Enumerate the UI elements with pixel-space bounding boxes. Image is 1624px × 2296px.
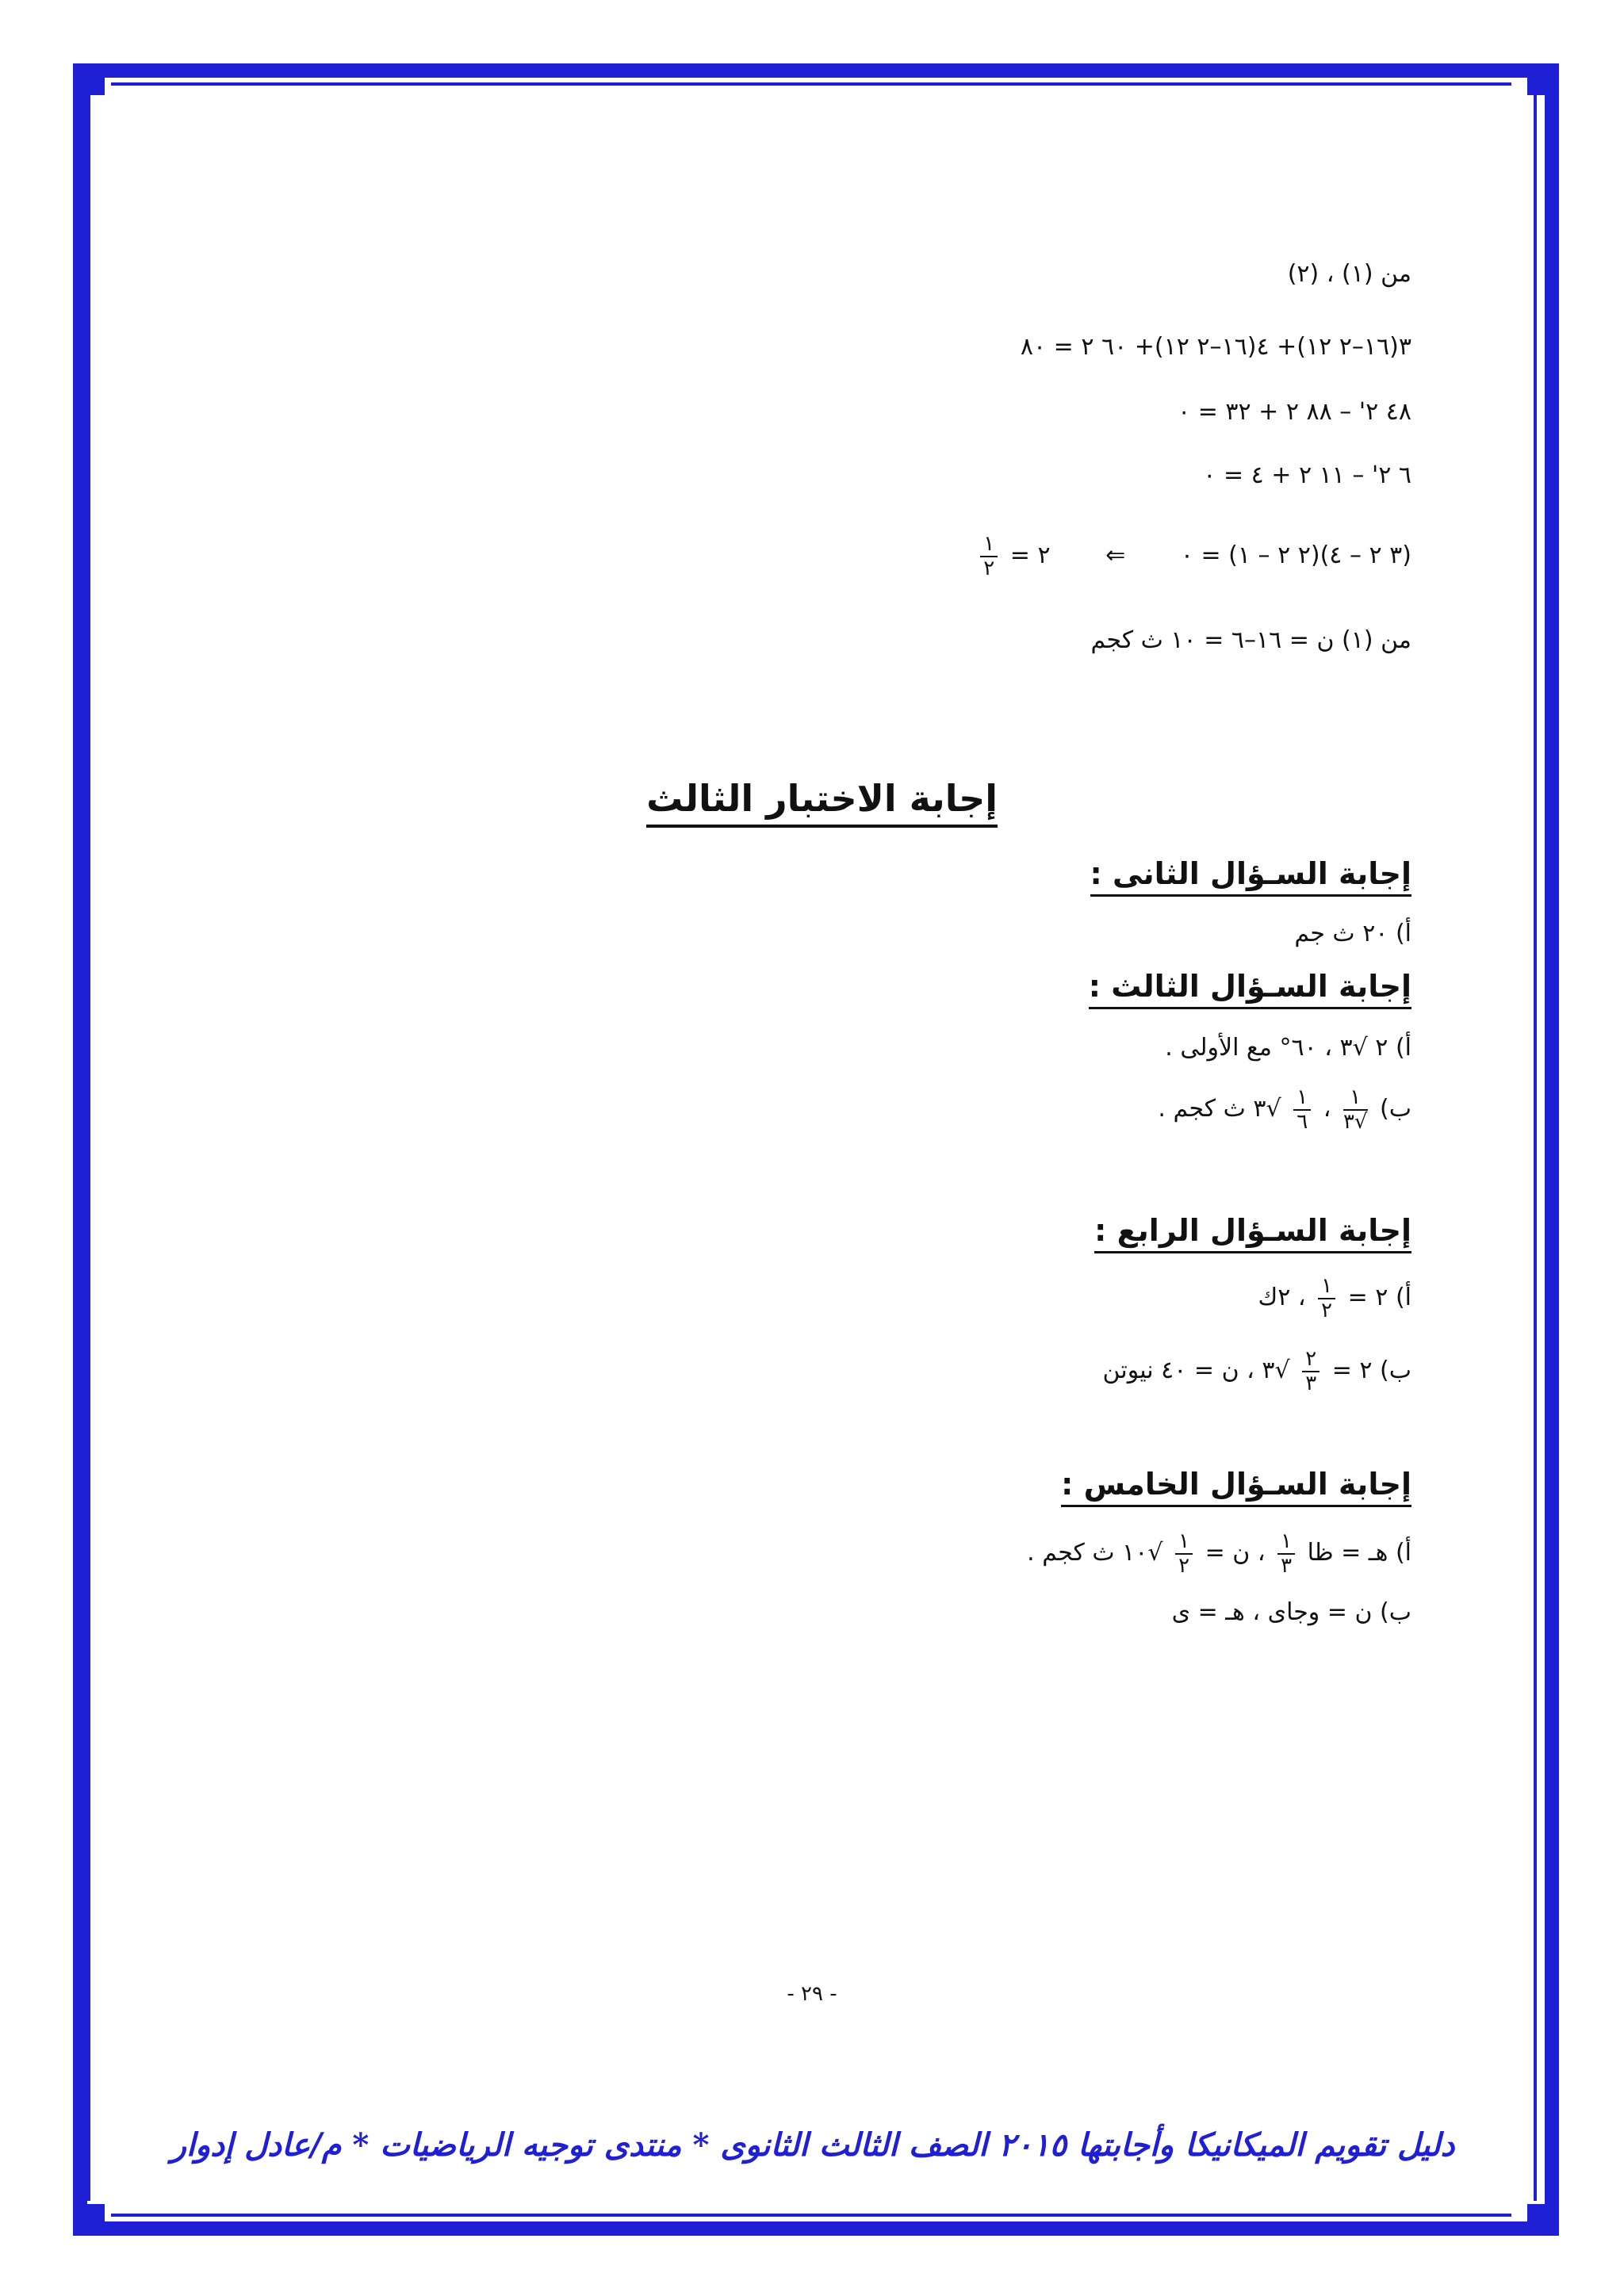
q4-answer-a (1258, 1275, 1411, 1322)
q5-answer-a (1027, 1530, 1411, 1577)
q4-b-prefix: ب) ٢ = (1331, 1357, 1411, 1385)
border-line-top (111, 82, 1511, 86)
fraction-one-half: $\frac{١}{٢}$ (980, 533, 998, 580)
q3-b-suffix: √٣ ث كجم . (1158, 1095, 1281, 1123)
q5-title: إجابة السـؤال الخامس : (1061, 1467, 1411, 1507)
solution-line-6: من (١) ن = ١٦–٦ = ١٠ ث كجم (1090, 626, 1411, 654)
border-corner-bottom-right (1527, 2204, 1559, 2236)
q3-answer-b (1158, 1086, 1411, 1133)
solution-line-2: ٣(١٦–٢ ١٢)+ ٤(١٦–٢ ١٢)+ ٦٠ ٢ = ٨٠ (1020, 333, 1411, 361)
implies-arrow: ⇐ (1105, 541, 1126, 570)
q3-title: إجابة السـؤال الثالث : (1089, 969, 1411, 1009)
page-border-outer (73, 63, 1559, 2236)
q5-a-fraction-1: $\frac{١}{٣}$ (1277, 1530, 1295, 1577)
border-line-right (1534, 95, 1537, 2201)
solution-line-5-right: ٢ = (1009, 541, 1051, 570)
q5-a-prefix: أ) هـ = ظا (1307, 1539, 1411, 1567)
solution-line-3: ٤٨ ٢' – ٨٨ ٢ + ٣٢ = ٠ (1178, 398, 1411, 426)
q3-b-fraction-2: $\frac{١}{٦}$ (1293, 1086, 1311, 1133)
q3-b-fraction-1: $\frac{١}{√٣}$ (1342, 1085, 1368, 1134)
border-corner-bottom-left (73, 2204, 105, 2236)
q5-a-suffix: √١٠ ث كجم . (1027, 1539, 1163, 1567)
q4-a-fraction: $\frac{١}{٢}$ (1318, 1275, 1335, 1322)
q5-a-mid: ، ن = (1205, 1539, 1266, 1567)
q3-answer-a: أ) ٢ √٣ ، ٦٠° مع الأولى . (1165, 1034, 1411, 1062)
q4-b-suffix: √٣ ، ن = ٤٠ نيوتن (1102, 1357, 1290, 1385)
border-corner-top-left (73, 63, 105, 95)
border-corner-top-right (1527, 63, 1559, 95)
page-number: - ٢٩ - (787, 1982, 837, 2006)
border-line-left (87, 95, 90, 2201)
q2-answer-a: أ) ٢٠ ث جم (1294, 920, 1411, 947)
q4-title: إجابة السـؤال الرابع : (1094, 1213, 1411, 1253)
q4-b-fraction: $\frac{٢}{٣}$ (1302, 1348, 1320, 1395)
q2-title: إجابة السـؤال الثانى : (1090, 856, 1411, 897)
q4-answer-b (1103, 1348, 1411, 1395)
q4-a-suffix: ، ٢ك (1258, 1284, 1306, 1312)
q3-b-label: ب) (1380, 1095, 1411, 1123)
solution-line-1: من (١) ، (٢) (1287, 260, 1411, 288)
q5-a-fraction-2: $\frac{١}{٢}$ (1175, 1530, 1193, 1577)
border-line-bottom (111, 2214, 1511, 2217)
q5-answer-b: ب) ن = وجاى ، هـ = ى (1171, 1598, 1411, 1626)
solution-line-4: ٦ ٢' – ١١ ٢ + ٤ = ٠ (1203, 461, 1411, 489)
q4-a-prefix: أ) ٢ = (1347, 1284, 1411, 1312)
main-title: إجابة الاختبار الثالث (646, 777, 998, 828)
solution-line-5 (975, 533, 1411, 580)
solution-line-5-left: (٣ ٢ – ٤)(٢ ٢ – ١) = ٠ (1180, 541, 1411, 570)
q3-b-separator: ، (1323, 1095, 1331, 1123)
footer-credit: دليل تقويم الميكانيكا وأجابتها ٢٠١٥ الصف الثالث الثانوى * منتدى توجيه الرياضيات * م/عادل إدوار (170, 2126, 1455, 2164)
